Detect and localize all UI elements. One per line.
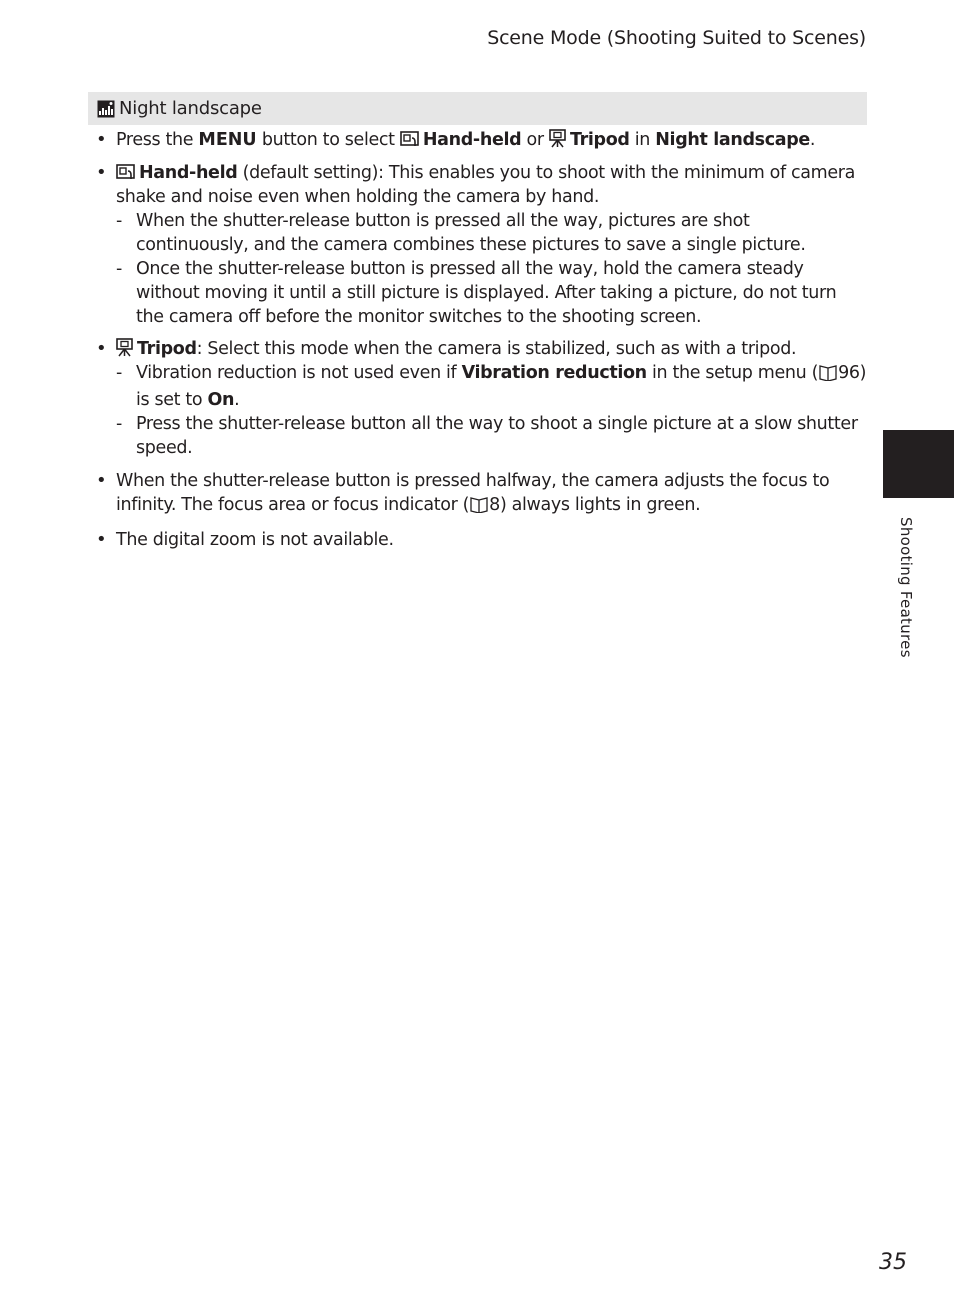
section-title: Night landscape [119,98,262,119]
text: The digital zoom is not available. [116,530,394,550]
chapter-label: Shooting Features [897,517,915,658]
hand-held-icon [116,162,135,181]
text: Press the [116,130,199,150]
text: in [629,130,656,150]
text: Vibration reduction is not used even if [136,363,462,383]
sub-item: - When the shutter-release button is pressed all the way, pictures are shot continuously, and the camera combines these pictures to save a single picture. [116,210,806,255]
section-heading [88,92,867,125]
text: : Select this mode when the camera is stabilized, such as with a tripod. [196,339,797,359]
bullet-dot: • [96,469,107,491]
menu-button-icon: MENU [198,130,257,150]
page-reference[interactable]: 96 [838,363,860,383]
hand-held-label: Hand-held [139,162,238,183]
list-item [88,128,867,152]
sub-item: - Vibration reduction is not used even if Vibration reduction in the setup menu ( 96) is set to On. [116,363,867,410]
text: (default setting): This enables you to shoot with the minimum of camera shake and noise even when holding the camera by hand. [116,162,856,207]
text: When the shutter-release button is pressed all the way, pictures are shot continuously, and the camera combines these pictures to save a single picture. [136,210,806,255]
text: button to select [256,130,400,150]
text: or [521,130,549,150]
page-number: 35 [879,1250,907,1275]
list-item [88,161,867,329]
page-reference-icon [819,364,837,388]
bullet-dot: • [96,129,107,150]
text: ) always lights in green. [499,494,701,515]
sub-item: - Press the shutter-release button all the way to shoot a single picture at a slow shutter speed. [116,414,858,458]
text: When the shutter-release button is pressed halfway, the camera adjusts the focus to infinity. The focus area or focus indicator ( [116,470,830,515]
text: . [234,390,240,410]
list-item [88,528,867,552]
chapter-tab [883,430,954,498]
on-label: On [207,390,235,410]
page-reference[interactable]: 8 [489,494,500,515]
page-reference-icon [470,496,488,520]
night-landscape-icon [97,100,115,118]
text: . [809,130,816,150]
tripod-icon [116,338,133,357]
list-item [88,337,867,460]
bullet-dot: • [96,161,107,183]
sub-item: - Once the shutter-release button is pressed all the way, hold the camera steady without moving it until a still picture is displayed. After taking a picture, do not turn the camera off before the monitor switches to the shooting screen. [116,258,837,327]
bullet-dot: • [96,338,107,359]
vibration-reduction-label: Vibration reduction [461,363,647,383]
text: ) is set to [136,363,867,410]
list-item [88,469,867,520]
main-content [88,128,867,561]
bullet-dot: • [96,529,107,550]
tripod-icon [549,129,566,148]
running-head: Scene Mode (Shooting Suited to Scenes) [487,27,866,49]
hand-held-label: Hand-held [422,130,522,150]
night-landscape-label: Night landscape [655,130,810,150]
text: in the setup menu ( [646,363,819,383]
text: Press the shutter-release button all the way to shoot a single picture at a slow shutter speed. [136,414,858,458]
text: Once the shutter-release button is pressed all the way, hold the camera steady without moving it until a still picture is displayed. After taking a picture, do not turn the camera off before the monitor switches to the shooting screen. [136,258,837,327]
tripod-label: Tripod [137,339,197,359]
hand-held-icon [400,129,419,148]
tripod-label: Tripod [569,130,630,150]
